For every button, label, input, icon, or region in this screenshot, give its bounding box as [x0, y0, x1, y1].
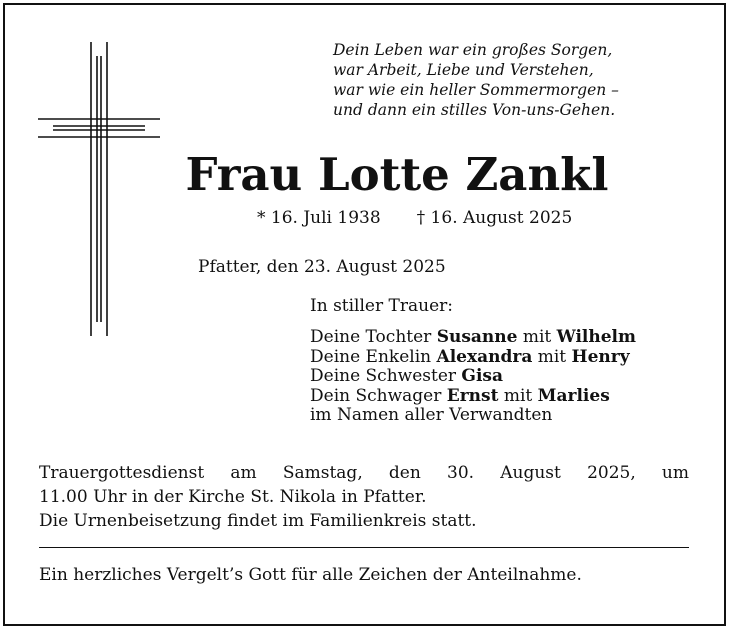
mourners-closing: im Namen aller Verwandten	[310, 405, 553, 425]
mourners-list	[310, 296, 636, 425]
mourner-row: Deine Schwester Gisa	[310, 366, 503, 386]
life-dates	[257, 206, 572, 230]
mourners-intro: In stiller Trauer:	[310, 296, 453, 316]
divider	[39, 547, 689, 548]
service-line: 11.00 Uhr in der Kirche St. Nikola in Pfatter.	[39, 487, 427, 507]
poem-line: Dein Leben war ein großes Sorgen,	[333, 41, 613, 59]
birth-date: * 16. Juli 1938	[257, 208, 381, 228]
burial-info: Die Urnenbeisetzung findet im Familienkreis statt.	[39, 511, 477, 531]
poem-line: war Arbeit, Liebe und Verstehen,	[333, 61, 594, 79]
poem-verse	[333, 40, 703, 120]
poem-line: und dann ein stilles Von-uns-Gehen.	[333, 101, 616, 119]
thanks-line: Ein herzliches Vergelt’s Gott für alle Zeichen der Anteilnahme.	[39, 565, 582, 585]
poem-line: war wie ein heller Sommermorgen –	[333, 81, 619, 99]
deceased-name: Frau Lotte Zankl	[185, 148, 609, 201]
service-line: Trauergottesdienst am Samstag, den 30. August 2025, um	[39, 463, 689, 483]
mourner-row: Deine Tochter Susanne mit Wilhelm	[310, 327, 636, 347]
death-date: † 16. August 2025	[416, 208, 573, 228]
mourner-row: Dein Schwager Ernst mit Marlies	[310, 385, 610, 406]
service-info	[39, 461, 689, 533]
mourner-row: Deine Enkelin Alexandra mit Henry	[310, 346, 630, 367]
place-and-date: Pfatter, den 23. August 2025	[198, 257, 446, 277]
